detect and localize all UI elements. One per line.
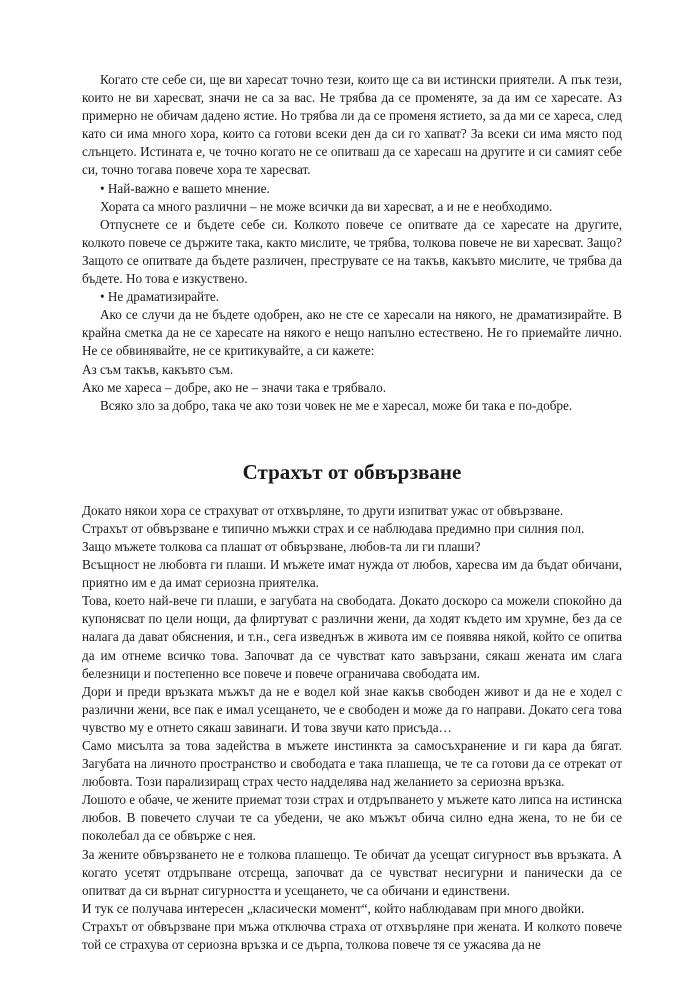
paragraph: Само мисълта за това задейства в мъжете инстинкта за самосъхранение и ги кара да бягат. Загубата на личното пространство и свободата е така плашеща, че те са готови да се отрекат от любовта. Този парализиращ страх често надделява над желанието за сериозна връзка. [82, 738, 622, 790]
paragraph: Страхът от обвързване е типично мъжки страх и се наблюдава предимно при силния пол. [82, 520, 585, 536]
quote-line: Аз съм такъв, какъвто съм. [82, 361, 234, 377]
bullet-item: • Най-важно е вашето мнение. [100, 180, 270, 196]
paragraph: Ако се случи да не бъдете одобрен, ако не сте се харесали на някого, не драматизирайте. В крайна сметка да не се харесате на някого е нещо напълно естествено. Не го приемайте лично. Не се обвинявайте, не се критикувайте, а си кажете: [82, 307, 622, 359]
paragraph: Това, което най-вече ги плаши, е загубата на свободата. Докато доскоро са можели спокойно да купонясват по цели нощи, да флиртуват с различни жени, да ходят където им хрумне, без да се налага да дават обяснения, и т.н., сега изведнъж в живота им се появява някой, който се опитва да им отнеме всичко това. Започват да се чувстват като завързани, сякаш жената им слага белезници и постепенно все повече и повече ограничава свободата им. [82, 593, 622, 681]
paragraph: Дори и преди връзката мъжът да не е водел кой знае какъв свободен живот и да не е ходел с различни жени, все пак е имал усещането, че е свободен и може да го направи. Докато сега това чувство му е отнето сякаш завинаги. И това звучи като присъда… [82, 683, 622, 735]
paragraph: Когато сте себе си, ще ви харесат точно тези, които ще са ви истински приятели. А пък тези, които не ви харесват, значи не са за вас. Не трябва да се променяте, за да им се харесате. Аз примерно не обичам дадено ястие. Но трябва ли да се променя ястието, за да ми се хареса, след като си има много хора, които са готови всеки ден да си го хапват? За всеки си има място под слънцето. Истината е, че точно когато не се опитваш да се харесаш на другите и си самият себе си, точно тогава повече хора те харесват. [82, 72, 622, 178]
bullet-item: • Не драматизирайте. [100, 289, 220, 305]
paragraph: Всяко зло за добро, така че ако този човек не ме е харесал, може би така е по-добре. [100, 397, 573, 413]
section-title: Страхът от обвързване [242, 459, 462, 484]
paragraph: Страхът от обвързване при мъжа отключва страха от отхвърляне при жената. И колкото повече той се страхува от сериозна връзка и се дърпа, толкова повече тя се ужасява да не [82, 918, 622, 953]
paragraph: За жените обвързването не е толкова плашещо. Те обичат да усещат сигурност във връзката. А когато усетят отдръпване отсреща, започват да се чувстват несигурни и панически да се опитват да си върнат сигурността и усещането, че са обичани и единствени. [82, 846, 622, 898]
paragraph: Отпуснете се и бъдете себе си. Колкото повече се опитвате да се харесате на другите, колкото повече се държите така, както мислите, че трябва, толкова повече не ви харесват. Защо? Защото се опитвате да бъдете различен, преструвате се на такъв, какъвто мислите, че трябва да бъдете. Но това е изкуствено. [82, 216, 622, 287]
paragraph: Хората са много различни – не може всички да ви харесват, а и не е необходимо. [100, 198, 553, 214]
quote-line: Ако ме хареса – добре, ако не – значи така е трябвало. [82, 379, 387, 395]
paragraph: Защо мъжете толкова са плашат от обвързване, любов-та ли ги плаши? [82, 538, 481, 554]
document-page [82, 71, 622, 954]
paragraph: Всъщност не любовта ги плаши. И мъжете имат нужда от любов, харесва им да бъдат обичани, приятно им е да имат сериозна приятелка. [82, 557, 622, 591]
paragraph: Лошото е обаче, че жените приемат този страх и отдръпването у мъжете като липса на истинска любов. В повечето случаи те са убедени, че ако мъжът обича силно една жена, то не би се поколебал да се обвърже с нея. [82, 792, 622, 844]
paragraph: Докато някои хора се страхуват от отхвърляне, то други изпитват ужас от обвързване. [82, 502, 564, 518]
paragraph: И тук се получава интересен „класически момент“, който наблюдавам при много двойки. [82, 900, 585, 916]
